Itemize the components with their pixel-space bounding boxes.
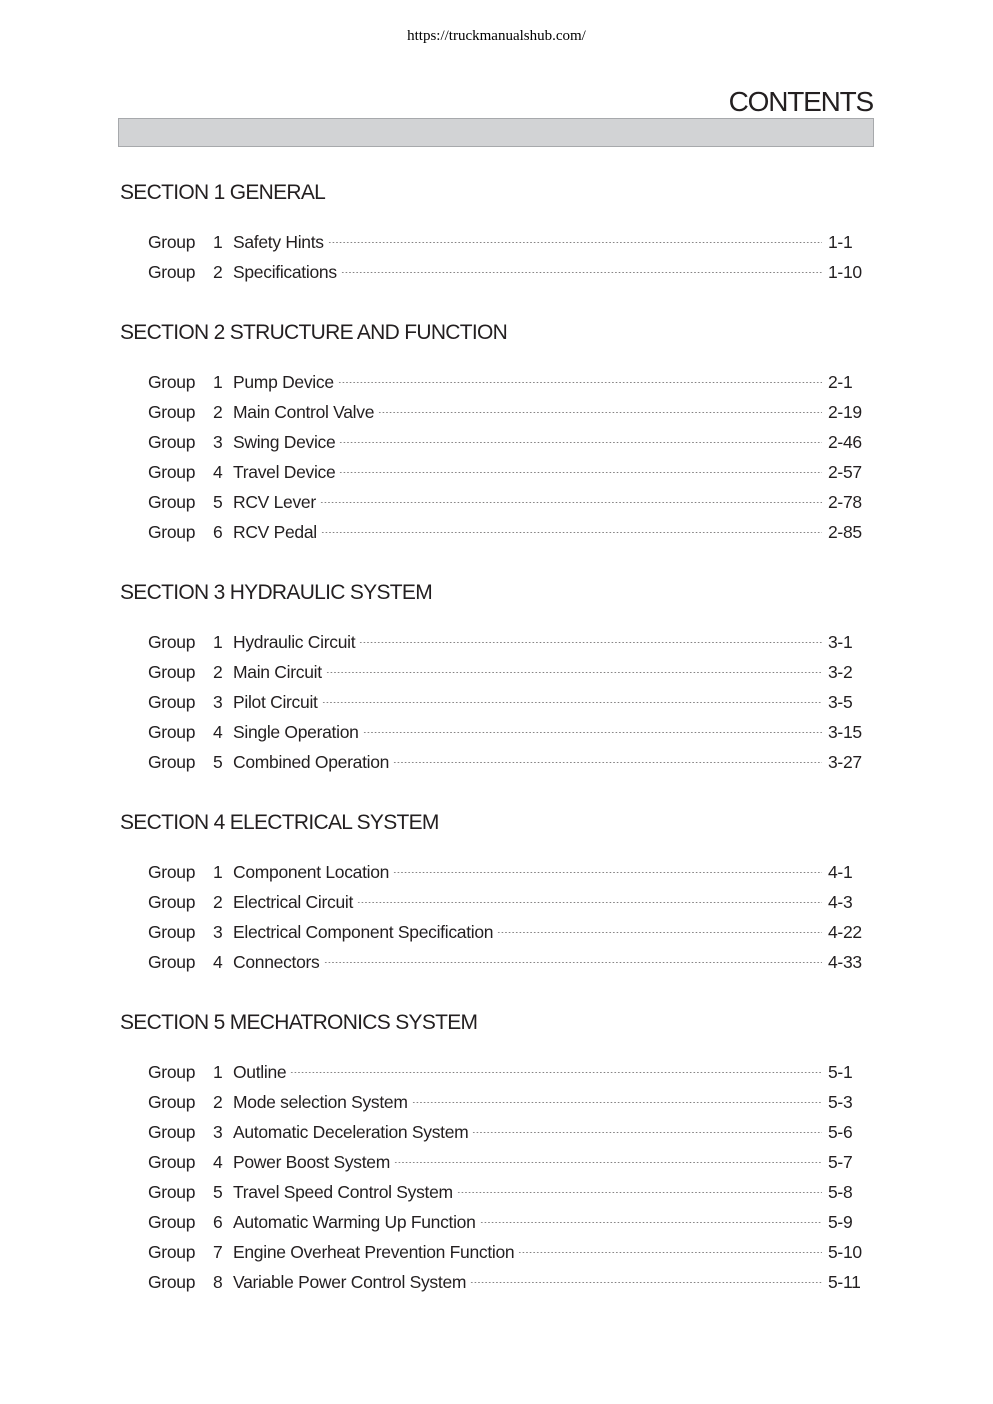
- group-title: Component Location: [233, 862, 390, 882]
- dot-leader: [339, 442, 822, 443]
- group-label: Group: [148, 462, 196, 482]
- group-label: Group: [148, 722, 196, 742]
- toc-section: [120, 810, 865, 977]
- group-label: Group: [148, 952, 196, 972]
- toc-entry[interactable]: [120, 687, 865, 717]
- group-title: Safety Hints: [233, 232, 324, 252]
- group-title: Power Boost System: [233, 1152, 391, 1172]
- page-number: 5-11: [828, 1272, 861, 1292]
- group-label: Group: [148, 1242, 196, 1262]
- dot-leader: [470, 1282, 822, 1283]
- dot-leader: [412, 1102, 822, 1103]
- group-label: Group: [148, 402, 196, 422]
- group-label: Group: [148, 372, 196, 392]
- group-number: 3: [213, 432, 223, 452]
- dot-leader: [321, 532, 822, 533]
- group-number: 4: [213, 462, 223, 482]
- group-title: Variable Power Control System: [233, 1272, 467, 1292]
- page-number: 2-1: [828, 372, 853, 392]
- group-number: 2: [213, 262, 223, 282]
- toc-entry[interactable]: [120, 1117, 865, 1147]
- group-label: Group: [148, 1152, 196, 1172]
- dot-leader: [363, 732, 822, 733]
- group-title: Pilot Circuit: [233, 692, 318, 712]
- dot-leader: [359, 642, 822, 643]
- page-number: 5-10: [828, 1242, 862, 1262]
- group-label: Group: [148, 922, 196, 942]
- group-label: Group: [148, 1062, 196, 1082]
- toc-section: [120, 320, 865, 547]
- toc-entry[interactable]: [120, 857, 865, 887]
- page-number: 3-27: [828, 752, 862, 772]
- group-title: Single Operation: [233, 722, 359, 742]
- group-number: 4: [213, 1152, 223, 1172]
- page-number: 5-9: [828, 1212, 853, 1232]
- dot-leader: [328, 242, 822, 243]
- section-heading[interactable]: SECTION 3 HYDRAULIC SYSTEM: [120, 581, 433, 604]
- page-number: 3-1: [828, 632, 853, 652]
- title-bar: [118, 118, 874, 147]
- group-title: Main Circuit: [233, 662, 322, 682]
- toc-entry[interactable]: [120, 257, 865, 287]
- group-label: Group: [148, 662, 196, 682]
- group-title: Electrical Component Specification: [233, 922, 494, 942]
- group-number: 6: [213, 522, 223, 542]
- dot-leader: [341, 272, 822, 273]
- dot-leader: [339, 472, 822, 473]
- toc-entry[interactable]: [120, 1177, 865, 1207]
- group-title: Connectors: [233, 952, 320, 972]
- dot-leader: [320, 502, 822, 503]
- group-label: Group: [148, 862, 196, 882]
- page-number: 4-3: [828, 892, 853, 912]
- group-number: 1: [213, 1062, 223, 1082]
- toc-entry[interactable]: [120, 747, 865, 777]
- group-number: 1: [213, 232, 223, 252]
- dot-leader: [326, 672, 822, 673]
- toc-entry[interactable]: [120, 1237, 865, 1267]
- dot-leader: [394, 1162, 822, 1163]
- group-label: Group: [148, 1272, 196, 1292]
- page-number: 2-85: [828, 522, 862, 542]
- group-number: 3: [213, 692, 223, 712]
- toc-section: [120, 580, 865, 777]
- toc-section: [120, 180, 865, 287]
- page-number: 5-8: [828, 1182, 853, 1202]
- group-title: Outline: [233, 1062, 287, 1082]
- group-title: RCV Pedal: [233, 522, 317, 542]
- group-label: Group: [148, 1212, 196, 1232]
- table-of-contents: [120, 180, 865, 1330]
- page-number: 4-33: [828, 952, 862, 972]
- group-label: Group: [148, 1092, 196, 1112]
- group-label: Group: [148, 262, 196, 282]
- page-number: 5-7: [828, 1152, 853, 1172]
- group-label: Group: [148, 692, 196, 712]
- section-heading[interactable]: SECTION 2 STRUCTURE AND FUNCTION: [120, 321, 508, 344]
- dot-leader: [378, 412, 822, 413]
- group-label: Group: [148, 632, 196, 652]
- page-number: 3-15: [828, 722, 862, 742]
- section-heading[interactable]: SECTION 5 MECHATRONICS SYSTEM: [120, 1011, 478, 1034]
- group-title: Combined Operation: [233, 752, 390, 772]
- toc-entry[interactable]: [120, 517, 865, 547]
- group-label: Group: [148, 1182, 196, 1202]
- page-number: 5-1: [828, 1062, 853, 1082]
- group-title: Swing Device: [233, 432, 336, 452]
- dot-leader: [324, 962, 823, 963]
- page-number: 2-19: [828, 402, 862, 422]
- dot-leader: [357, 902, 822, 903]
- page-number: 2-57: [828, 462, 862, 482]
- group-label: Group: [148, 232, 196, 252]
- page-number: 5-3: [828, 1092, 853, 1112]
- group-number: 2: [213, 892, 223, 912]
- group-number: 4: [213, 952, 223, 972]
- page-number: 4-1: [828, 862, 853, 882]
- dot-leader: [480, 1222, 822, 1223]
- group-title: Specifications: [233, 262, 337, 282]
- group-number: 4: [213, 722, 223, 742]
- page-number: 2-78: [828, 492, 862, 512]
- toc-entry[interactable]: [120, 657, 865, 687]
- group-number: 3: [213, 1122, 223, 1142]
- group-title: Travel Speed Control System: [233, 1182, 453, 1202]
- group-number: 1: [213, 862, 223, 882]
- group-number: 8: [213, 1272, 223, 1292]
- group-title: Automatic Warming Up Function: [233, 1212, 476, 1232]
- toc-entry[interactable]: [120, 487, 865, 517]
- dot-leader: [338, 382, 822, 383]
- dot-leader: [518, 1252, 822, 1253]
- group-label: Group: [148, 752, 196, 772]
- group-label: Group: [148, 432, 196, 452]
- group-title: RCV Lever: [233, 492, 316, 512]
- group-label: Group: [148, 522, 196, 542]
- group-number: 5: [213, 1182, 223, 1202]
- toc-entry[interactable]: [120, 427, 865, 457]
- dot-leader: [472, 1132, 822, 1133]
- toc-entry[interactable]: [120, 367, 865, 397]
- toc-entry[interactable]: [120, 887, 865, 917]
- toc-entry[interactable]: [120, 917, 865, 947]
- toc-entry[interactable]: [120, 397, 865, 427]
- dot-leader: [322, 702, 822, 703]
- group-number: 5: [213, 752, 223, 772]
- dot-leader: [393, 762, 822, 763]
- page-number: 3-5: [828, 692, 853, 712]
- toc-entry[interactable]: [120, 1087, 865, 1117]
- group-label: Group: [148, 492, 196, 512]
- dot-leader: [393, 872, 822, 873]
- section-heading[interactable]: SECTION 1 GENERAL: [120, 181, 326, 204]
- section-heading[interactable]: SECTION 4 ELECTRICAL SYSTEM: [120, 811, 439, 834]
- toc-entry[interactable]: [120, 717, 865, 747]
- group-number: 2: [213, 1092, 223, 1112]
- toc-section: [120, 1010, 865, 1297]
- group-title: Automatic Deceleration System: [233, 1122, 469, 1142]
- toc-entry[interactable]: [120, 1147, 865, 1177]
- group-number: 3: [213, 922, 223, 942]
- page-number: 1-10: [828, 262, 862, 282]
- group-title: Electrical Circuit: [233, 892, 354, 912]
- toc-entry[interactable]: [120, 947, 865, 977]
- group-number: 2: [213, 402, 223, 422]
- group-title: Engine Overheat Prevention Function: [233, 1242, 515, 1262]
- toc-entry[interactable]: [120, 1207, 865, 1237]
- page-number: 1-1: [828, 232, 853, 252]
- page-number: 3-2: [828, 662, 853, 682]
- group-title: Pump Device: [233, 372, 334, 392]
- group-number: 5: [213, 492, 223, 512]
- group-title: Mode selection System: [233, 1092, 408, 1112]
- group-number: 7: [213, 1242, 223, 1262]
- toc-entry[interactable]: [120, 457, 865, 487]
- toc-entry[interactable]: [120, 1267, 865, 1297]
- page-number: 4-22: [828, 922, 862, 942]
- dot-leader: [497, 932, 822, 933]
- group-number: 1: [213, 372, 223, 392]
- dot-leader: [457, 1192, 822, 1193]
- toc-entry[interactable]: [120, 1057, 865, 1087]
- group-number: 6: [213, 1212, 223, 1232]
- group-title: Main Control Valve: [233, 402, 375, 422]
- group-title: Travel Device: [233, 462, 336, 482]
- group-title: Hydraulic Circuit: [233, 632, 356, 652]
- toc-entry[interactable]: [120, 227, 865, 257]
- page-number: 5-6: [828, 1122, 853, 1142]
- toc-entry[interactable]: [120, 627, 865, 657]
- group-label: Group: [148, 892, 196, 912]
- dot-leader: [290, 1072, 822, 1073]
- group-label: Group: [148, 1122, 196, 1142]
- group-number: 1: [213, 632, 223, 652]
- group-number: 2: [213, 662, 223, 682]
- source-url[interactable]: https://truckmanualshub.com/: [407, 28, 586, 44]
- page-title: CONTENTS: [728, 86, 873, 117]
- page-number: 2-46: [828, 432, 862, 452]
